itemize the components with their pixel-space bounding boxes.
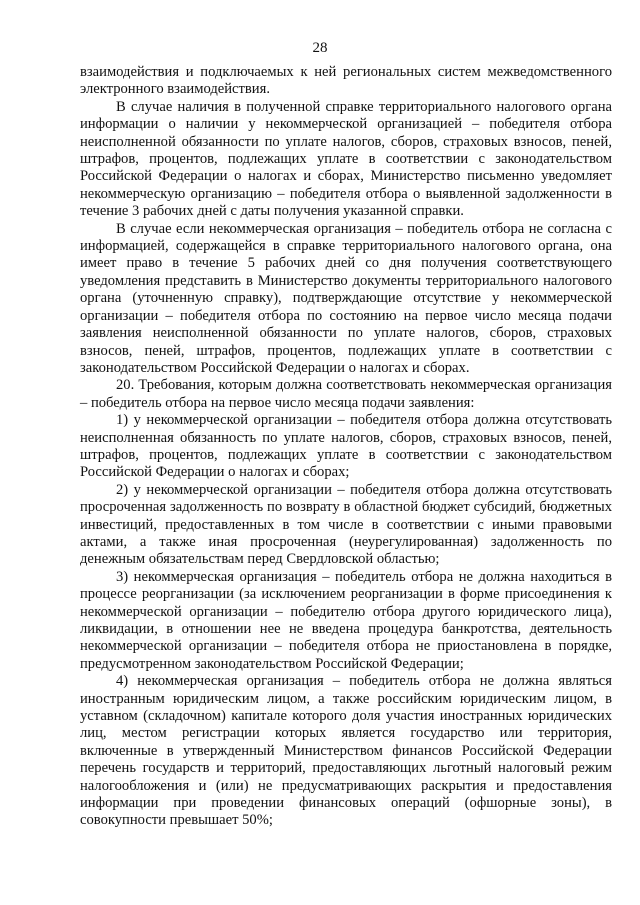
paragraph-tax-debt-notice: В случае наличия в полученной справке территориального налогового органа информации о наличии у некоммерческой организацией – победителя отбора неисполненной обязанности по уплате налогов, сборов, страховых взносов, пеней, штрафов, процентов, подлежащих уплате в соответствии с законодательством Российской Федерации о налогах и сборах, Министерство письменно уведомляет некоммерческую организацию – победителя отбора о выявленной задолженности в течение 3 рабочих дней с даты получения указанной справки. bbox=[80, 98, 612, 220]
list-item-requirement-1: 1) у некоммерческой организации – победителя отбора должна отсутствовать неисполненная обязанность по уплате налогов, сборов, страховых взносов, пеней, штрафов, процентов, подлежащих уплате в соответствии с законодательством Российской Федерации о налогах и сборах; bbox=[80, 412, 612, 481]
list-item-requirement-3: 3) некоммерческая организация – победитель отбора не должна находиться в процессе реорганизации (за исключением реорганизации в форме присоединения к некоммерческой организации – победителю отбора другого юридического лица), ликвидации, в отношении нее не введена процедура банкротства, деятельность некоммерческой организации – победителя отбора не приостановлена в порядке, предусмотренном законодательством Российской Федерации; bbox=[80, 568, 612, 672]
list-item-requirement-4: 4) некоммерческая организация – победитель отбора не должна являться иностранным юридическим лицом, а также российским юридическим лицом, в уставном (складочном) капитале которого доля участия иностранных юридических лиц, местом регистрации которых является государство или территория, включенные в утвержденный Министерством финансов Российской Федерации перечень государств и территорий, предоставляющих льготный налоговый режим налогообложения и (или) не предусматривающих раскрытия и предоставления информации при проведении финансовых операций (офшорные зоны), в совокупности превышает 50%; bbox=[80, 673, 612, 829]
page-number: 28 bbox=[312, 40, 328, 56]
list-item-requirement-2: 2) у некоммерческой организации – победителя отбора должна отсутствовать просроченная задолженность по возврату в областной бюджет субсидий, бюджетных инвестиций, предоставленных в том числе в соответствии с иными правовыми актами, а также иная просроченная (неурегулированная) задолженность по денежным обязательствам перед Свердловской областью; bbox=[80, 481, 612, 568]
paragraph-requirements-heading: 20. Требования, которым должна соответствовать некоммерческая организация – победитель отбора на первое число месяца подачи заявления: bbox=[80, 377, 612, 411]
document-body bbox=[80, 64, 612, 830]
paragraph-continuation: взаимодействия и подключаемых к ней региональных систем межведомственного электронного взаимодействия. bbox=[80, 64, 612, 98]
paragraph-disagreement-procedure: В случае если некоммерческая организация – победитель отбора не согласна с информацией, содержащейся в справке территориального налогового органа, она имеет право в течение 5 рабочих дней со дня получения соответствующего уведомления представить в Министерство документы территориального налогового органа (уточненную справку), подтверждающие отсутствие у некоммерческой организации – победителя отбора по состоянию на первое число месяца подачи заявления неисполненной обязанности по уплате налогов, сборов, страховых взносов, пеней, штрафов, процентов, подлежащих уплате в соответствии с законодательством Российской Федерации о налогах и сборах. bbox=[80, 220, 612, 376]
